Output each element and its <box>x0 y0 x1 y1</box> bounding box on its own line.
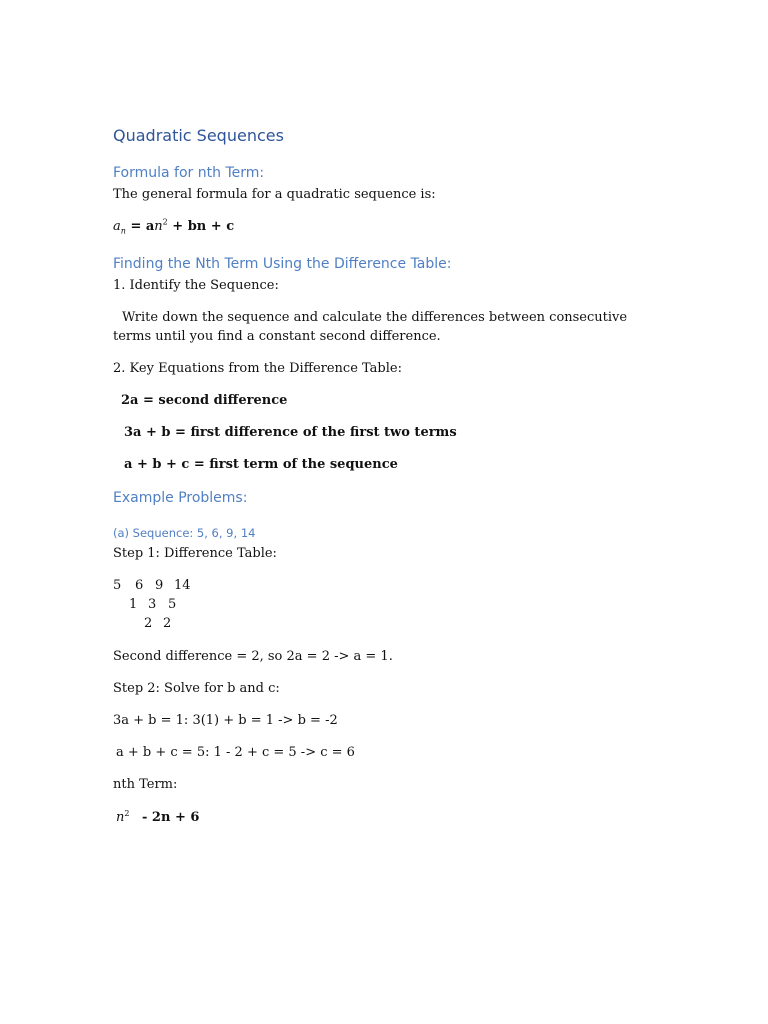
first-difference-cell: 1 <box>129 597 138 612</box>
difference-row-second <box>144 614 171 633</box>
formula-n-var: n <box>154 219 163 234</box>
nth-term-label: nth Term: <box>113 777 178 792</box>
formula-power: 2 <box>162 217 168 227</box>
first-difference-cell: 3 <box>148 597 157 612</box>
term-cell: 5 <box>113 578 122 593</box>
second-difference-cell: 2 <box>144 616 153 631</box>
example-step2: Step 2: Solve for b and c: <box>113 681 280 696</box>
step1-label: 1. Identify the Sequence: <box>113 278 279 293</box>
difference-row-terms <box>113 576 191 595</box>
answer-rest: - 2n + 6 <box>137 810 200 825</box>
answer-power: 2 <box>124 808 130 818</box>
difference-row-first <box>129 595 176 614</box>
examples-heading: Example Problems: <box>113 490 248 506</box>
formula-subscript: n <box>120 226 126 236</box>
second-difference-cell: 2 <box>163 616 172 631</box>
equation-solve-c: a + b + c = 5: 1 - 2 + c = 5 -> c = 6 <box>116 745 355 760</box>
example-a-title: (a) Sequence: 5, 6, 9, 14 <box>113 526 256 540</box>
term-cell: 14 <box>174 578 191 593</box>
nth-term-answer <box>116 808 199 827</box>
formula-a-symbol: a <box>113 219 121 234</box>
page-title: Quadratic Sequences <box>113 126 284 145</box>
formula-heading: Formula for nth Term: <box>113 165 265 181</box>
second-difference-note: Second difference = 2, so 2a = 2 -> a = 1. <box>113 649 393 664</box>
term-cell: 6 <box>135 578 144 593</box>
formula-rest: + bn + c <box>167 219 235 234</box>
equation-a-b-c: a + b + c = first term of the sequence <box>124 457 398 472</box>
step2-label: 2. Key Equations from the Difference Table: <box>113 361 402 376</box>
difference-table-heading: Finding the Nth Term Using the Difference Table: <box>113 256 452 272</box>
example-step1: Step 1: Difference Table: <box>113 546 277 561</box>
equation-3a-b: 3a + b = first difference of the first two terms <box>124 425 457 440</box>
first-difference-cell: 5 <box>168 597 177 612</box>
equation-2a: 2a = second difference <box>121 393 288 408</box>
general-formula <box>113 217 234 236</box>
formula-equals: = a <box>125 219 155 234</box>
term-cell: 9 <box>155 578 164 593</box>
formula-intro: The general formula for a quadratic sequence is: <box>113 187 436 202</box>
step1-text: Write down the sequence and calculate the differences between consecutive terms until you find a constant second difference. <box>113 310 628 344</box>
answer-n-var: n <box>116 810 125 825</box>
equation-solve-b: 3a + b = 1: 3(1) + b = 1 -> b = -2 <box>113 713 338 728</box>
